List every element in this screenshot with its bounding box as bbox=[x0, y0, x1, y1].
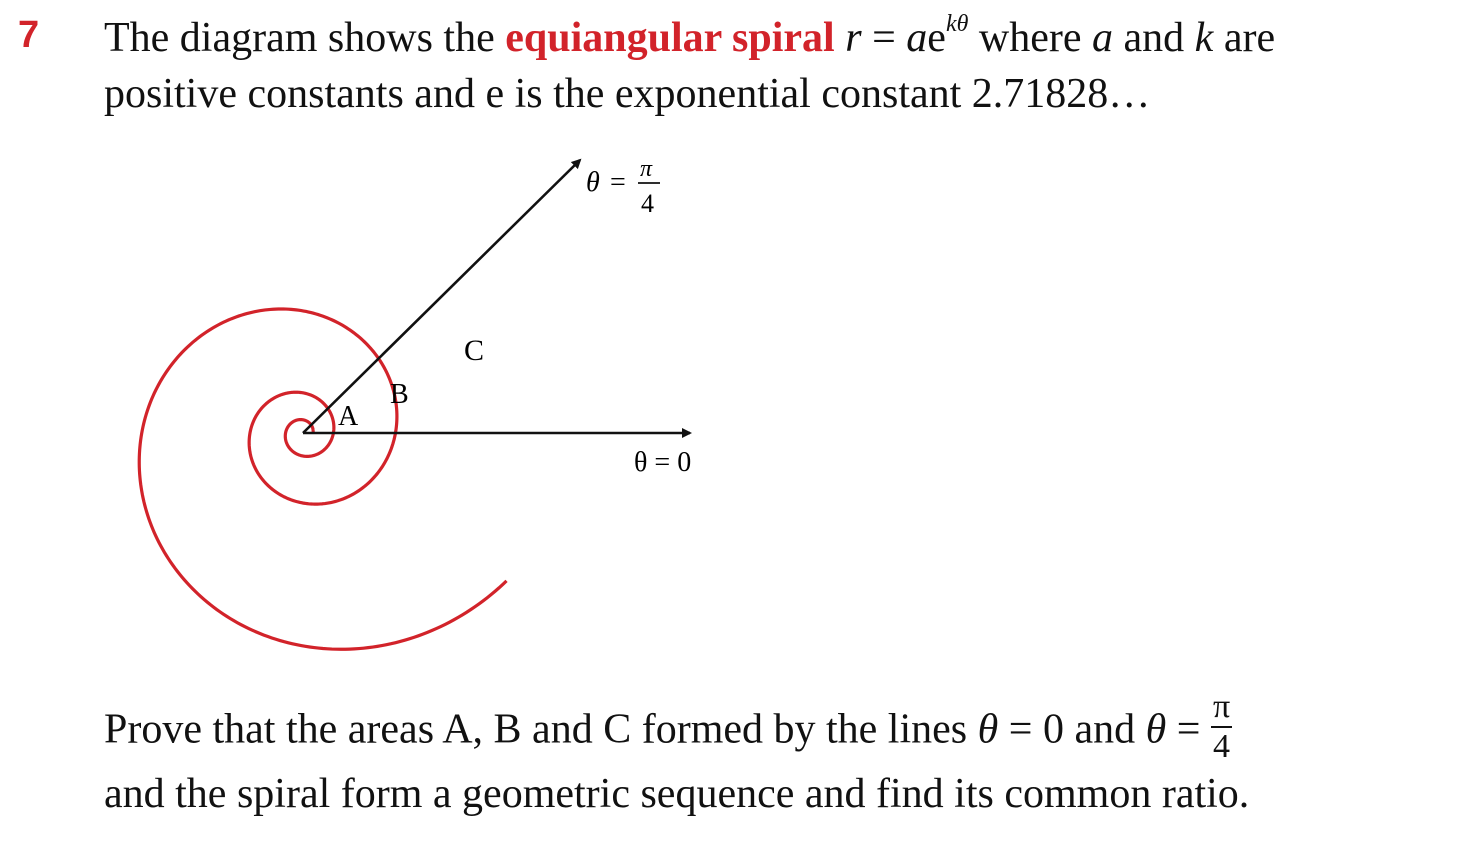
theta-symbol-1: θ bbox=[977, 706, 999, 753]
question-number: 7 bbox=[18, 14, 40, 56]
label-ray-pi-over-4 bbox=[586, 156, 660, 218]
label-ray-zero: θ = 0 bbox=[634, 447, 692, 478]
label-region-b: B bbox=[390, 379, 409, 410]
fraction-pi-over-4 bbox=[1211, 690, 1232, 764]
prove-text: Prove that the areas A, B and C formed by the lines bbox=[104, 706, 978, 753]
var-a-2: a bbox=[1092, 15, 1113, 61]
question-line-2: positive constants and e is the exponential constant 2.71828… bbox=[104, 71, 1151, 117]
fraction-numerator: π bbox=[1212, 688, 1231, 725]
fraction-denominator: 4 bbox=[1211, 726, 1232, 764]
key-term: equiangular spiral bbox=[505, 15, 835, 61]
ray-equals-symbol: = bbox=[610, 167, 626, 198]
equation-zero: = 0 and bbox=[998, 706, 1146, 753]
equals-sign: = bbox=[861, 15, 907, 61]
label-region-c: C bbox=[464, 334, 485, 367]
prove-line-2: and the spiral form a geometric sequence and find its common ratio. bbox=[104, 771, 1250, 817]
ray-fraction-den: 4 bbox=[641, 189, 654, 218]
var-k: k bbox=[1194, 15, 1214, 61]
ray-theta-pi-over-4 bbox=[303, 160, 580, 433]
exponent: kθ bbox=[945, 11, 969, 37]
theta-symbol-2: θ bbox=[1145, 706, 1167, 753]
var-a: a bbox=[906, 15, 928, 61]
intro-text: The diagram shows the bbox=[104, 15, 506, 61]
are-text: are bbox=[1213, 15, 1276, 61]
prove-line-1 bbox=[104, 688, 1232, 770]
const-e: e bbox=[927, 15, 946, 61]
ray-theta-symbol: θ bbox=[586, 167, 600, 198]
where-text: where bbox=[968, 15, 1092, 61]
label-region-a: A bbox=[338, 401, 359, 432]
var-r: r bbox=[845, 15, 862, 61]
equation-equals: = bbox=[1166, 706, 1211, 753]
spiral-curve bbox=[139, 309, 506, 649]
ray-fraction-num: π bbox=[640, 156, 653, 182]
and-text: and bbox=[1113, 15, 1195, 61]
